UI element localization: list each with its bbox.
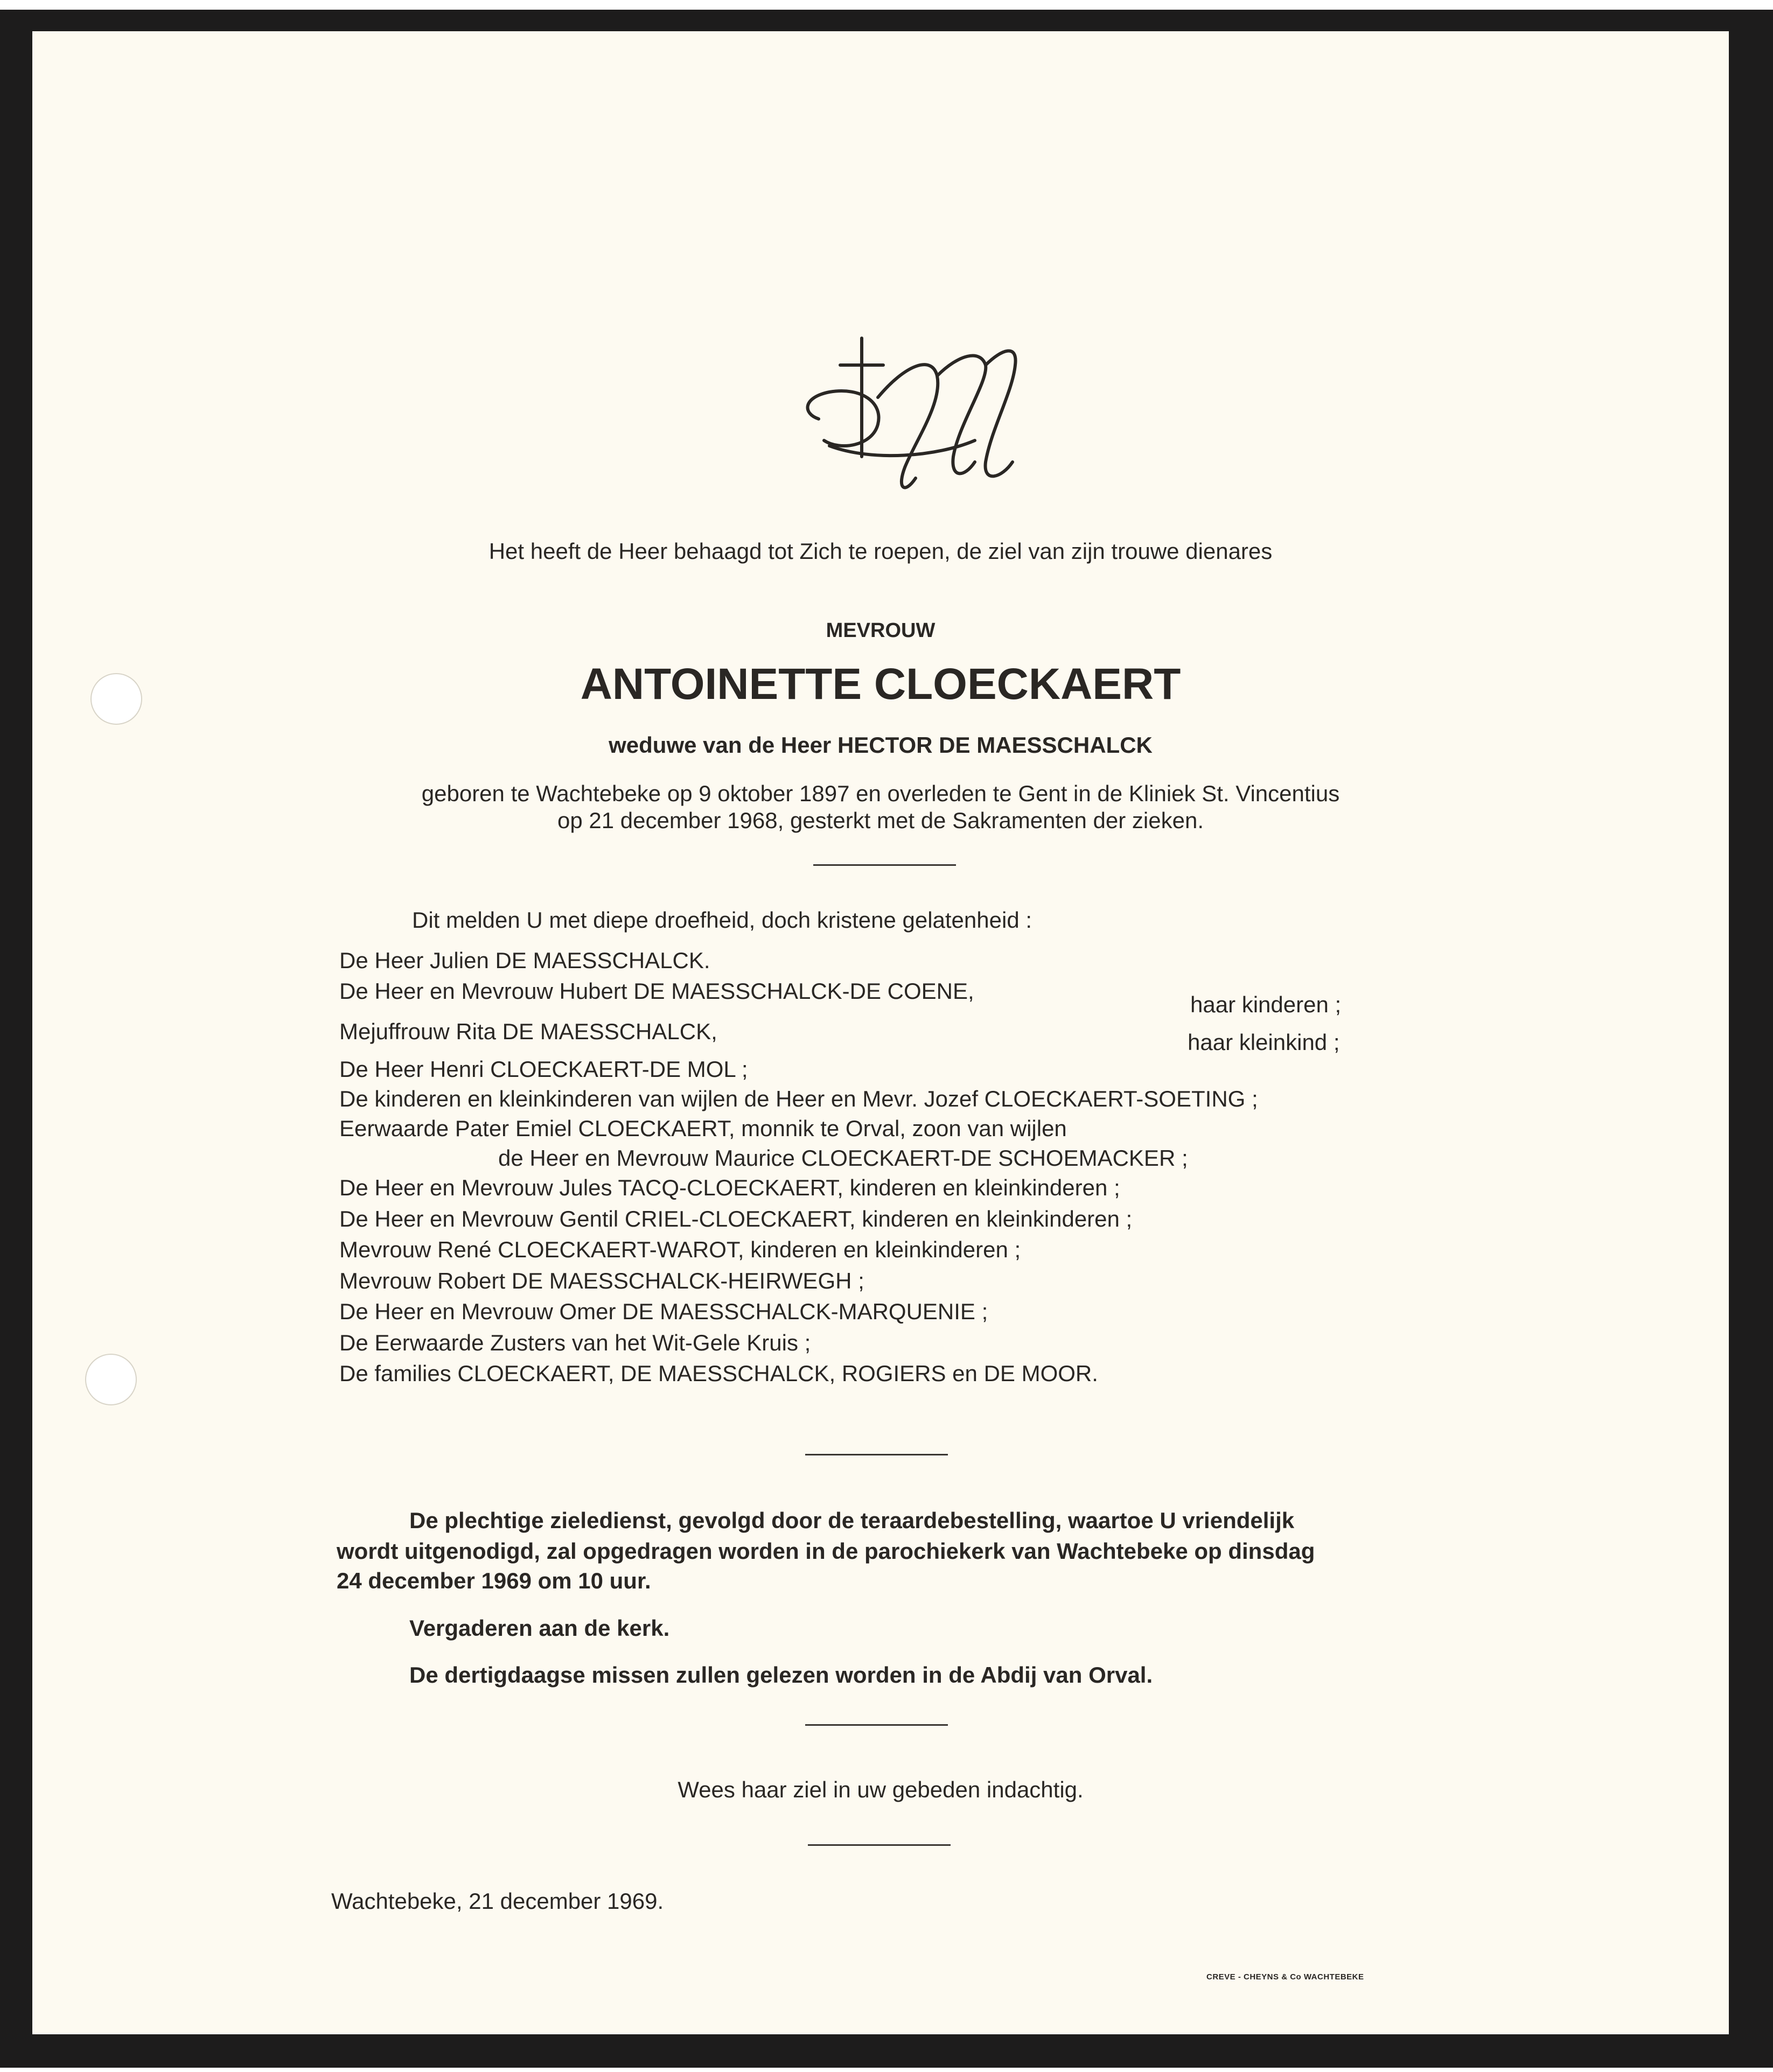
mourner-line: De kinderen en kleinkinderen van wijlen de Heer en Mevr. Jozef CLOECKAERT-SOETING ; — [339, 1086, 1258, 1111]
birth-death-line: op 21 december 1968, gesterkt met de Sakramenten der zieken. — [557, 808, 1204, 833]
mourner-line: De Heer en Mevrouw Omer DE MAESSCHALCK-MARQUENIE ; — [339, 1299, 988, 1324]
mourner-line: De Heer en Mevrouw Jules TACQ-CLOECKAERT, kinderen en kleinkinderen ; — [339, 1175, 1120, 1200]
place-date: Wachtebeke, 21 december 1969. — [331, 1888, 664, 1914]
widow-line: weduwe van de Heer HECTOR DE MAESSCHALCK — [609, 732, 1153, 758]
divider — [808, 1844, 951, 1846]
birth-death-line: geboren te Wachtebeke op 9 oktober 1897 en overleden te Gent in de Kliniek St. Vincentius — [421, 781, 1340, 806]
mourner-line: De Heer en Mevrouw Hubert DE MAESSCHALCK-DE COENE, — [339, 978, 974, 1004]
relation-label: haar kleinkind ; — [1188, 1030, 1340, 1055]
mourner-line: De Heer Julien DE MAESSCHALCK. — [339, 948, 710, 973]
mourner-line: De Heer Henri CLOECKAERT-DE MOL ; — [339, 1056, 748, 1082]
divider — [805, 1454, 948, 1455]
honorific: MEVROUW — [826, 619, 936, 642]
divider — [805, 1724, 948, 1726]
death-notice-card — [32, 31, 1729, 2034]
mourner-line: Mevrouw René CLOECKAERT-WAROT, kinderen en kleinkinderen ; — [339, 1237, 1021, 1262]
mourner-line: De families CLOECKAERT, DE MAESSCHALCK, ROGIERS en DE MOOR. — [339, 1361, 1098, 1386]
mourner-line: de Heer en Mevrouw Maurice CLOECKAERT-DE SCHOEMACKER ; — [498, 1145, 1188, 1171]
punch-hole — [85, 1354, 137, 1405]
mourner-line: Mejuffrouw Rita DE MAESSCHALCK, — [339, 1019, 717, 1044]
cross-monogram-icon — [797, 333, 1023, 510]
announcement: Dit melden U met diepe droefheid, doch kristene gelatenheid : — [412, 907, 1032, 933]
service-text: 24 december 1969 om 10 uur. — [337, 1568, 651, 1593]
printer-imprint: CREVE - CHEYNS & Co WACHTEBEKE — [1206, 1972, 1364, 1982]
service-text: De plechtige zieledienst, gevolgd door de teraardebestelling, waartoe U vriendelijk — [409, 1508, 1295, 1533]
service-text: wordt uitgenodigd, zal opgedragen worden in de parochiekerk van Wachtebeke op dinsdag — [337, 1538, 1315, 1564]
prayer-line: Wees haar ziel in uw gebeden indachtig. — [678, 1777, 1084, 1802]
relation-label: haar kinderen ; — [1190, 992, 1342, 1017]
deceased-name: ANTOINETTE CLOECKAERT — [580, 660, 1181, 709]
divider — [813, 864, 956, 866]
mourner-line: De Heer en Mevrouw Gentil CRIEL-CLOECKAERT, kinderen en kleinkinderen ; — [339, 1206, 1133, 1231]
mourner-line: Eerwaarde Pater Emiel CLOECKAERT, monnik te Orval, zoon van wijlen — [339, 1116, 1067, 1141]
masses-note: De dertigdaagse missen zullen gelezen worden in de Abdij van Orval. — [409, 1662, 1153, 1688]
intro-line: Het heeft de Heer behaagd tot Zich te roepen, de ziel van zijn trouwe dienares — [488, 538, 1273, 564]
mourner-line: Mevrouw Robert DE MAESSCHALCK-HEIRWEGH ; — [339, 1268, 864, 1293]
mourner-line: De Eerwaarde Zusters van het Wit-Gele Kruis ; — [339, 1330, 811, 1355]
gathering-note: Vergaderen aan de kerk. — [409, 1615, 670, 1641]
